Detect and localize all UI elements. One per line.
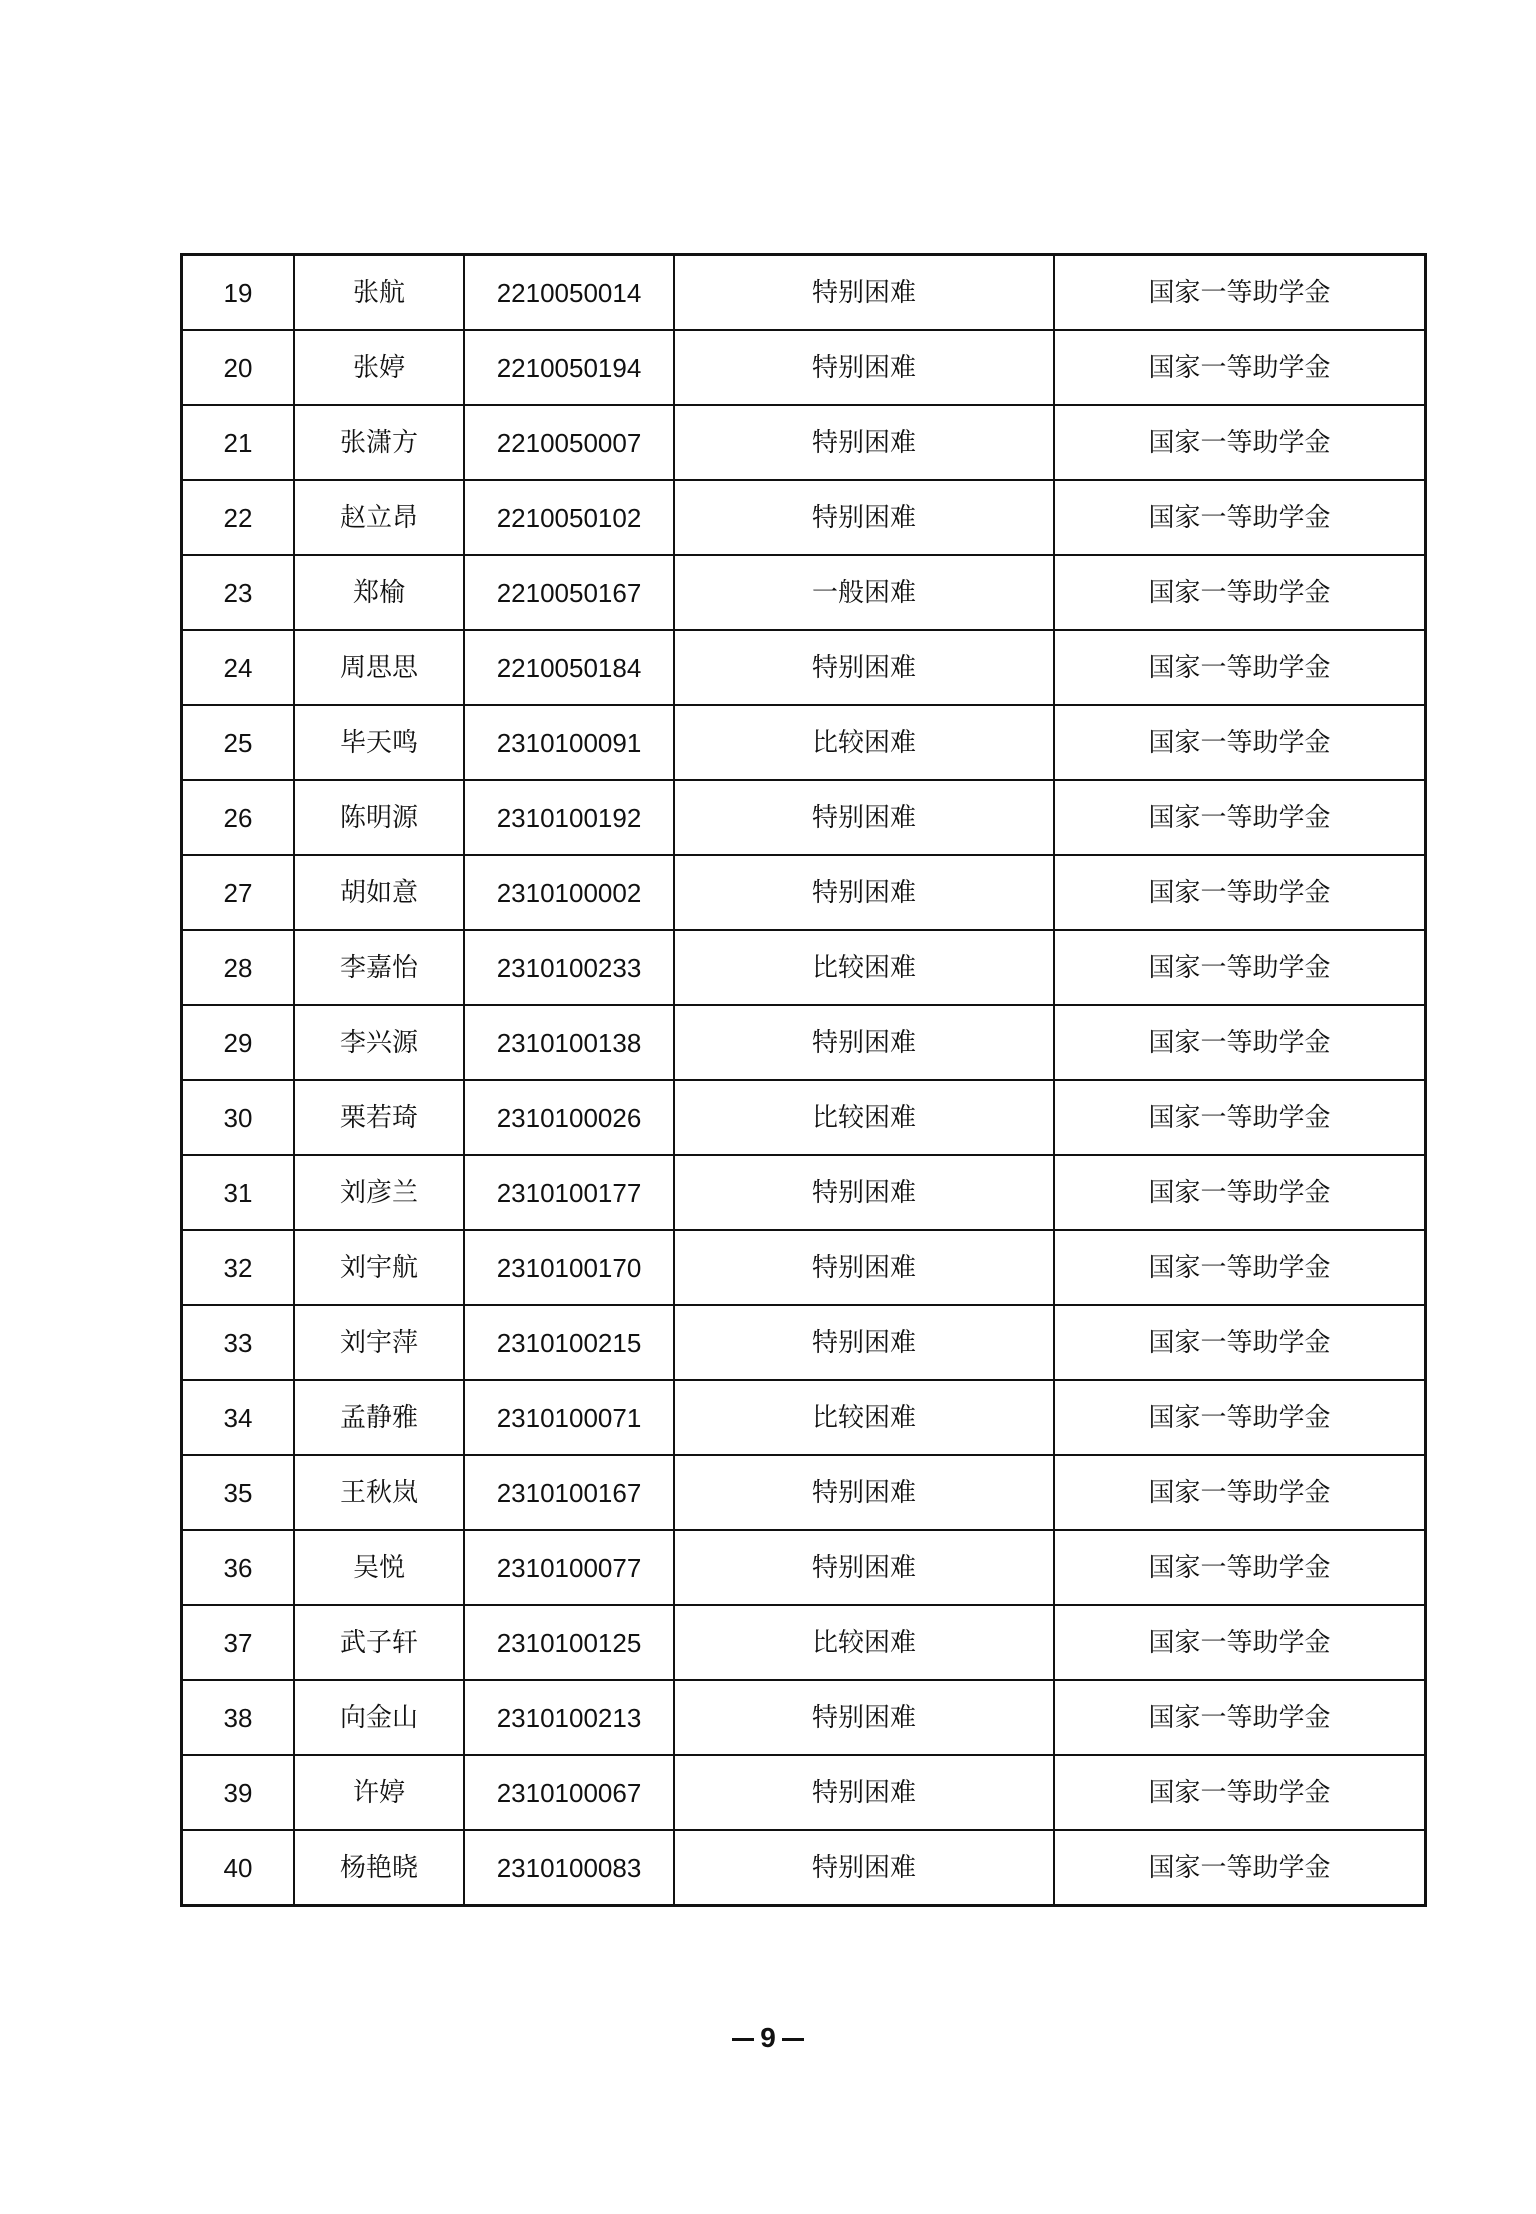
student-name: 刘宇萍: [294, 1305, 464, 1380]
grant-level: 国家一等助学金: [1054, 1080, 1426, 1155]
row-index: 34: [182, 1380, 295, 1455]
grant-level: 国家一等助学金: [1054, 405, 1426, 480]
student-id: 2310100002: [464, 855, 674, 930]
grant-level: 国家一等助学金: [1054, 1530, 1426, 1605]
student-id: 2310100233: [464, 930, 674, 1005]
grant-level: 国家一等助学金: [1054, 1755, 1426, 1830]
student-id: 2310100091: [464, 705, 674, 780]
student-name: 许婷: [294, 1755, 464, 1830]
student-name: 武子轩: [294, 1605, 464, 1680]
table-row: [182, 1755, 1426, 1830]
row-index: 26: [182, 780, 295, 855]
grant-level: 国家一等助学金: [1054, 330, 1426, 405]
difficulty-level: 特别困难: [674, 1755, 1054, 1830]
row-index: 25: [182, 705, 295, 780]
student-name: 孟静雅: [294, 1380, 464, 1455]
student-id: 2210050007: [464, 405, 674, 480]
student-id: 2310100138: [464, 1005, 674, 1080]
table-row: [182, 1530, 1426, 1605]
student-name: 陈明源: [294, 780, 464, 855]
row-index: 20: [182, 330, 295, 405]
row-index: 39: [182, 1755, 295, 1830]
student-name: 赵立昂: [294, 480, 464, 555]
student-name: 刘宇航: [294, 1230, 464, 1305]
footer-dash-right: [782, 2038, 804, 2041]
difficulty-level: 特别困难: [674, 1005, 1054, 1080]
table-row: [182, 705, 1426, 780]
table-row: [182, 1305, 1426, 1380]
student-id: 2310100077: [464, 1530, 674, 1605]
grant-level: 国家一等助学金: [1054, 480, 1426, 555]
grant-level: 国家一等助学金: [1054, 855, 1426, 930]
grant-level: 国家一等助学金: [1054, 630, 1426, 705]
difficulty-level: 比较困难: [674, 1605, 1054, 1680]
student-id: 2210050184: [464, 630, 674, 705]
row-index: 33: [182, 1305, 295, 1380]
grant-recipients-table: [180, 253, 1427, 1907]
difficulty-level: 比较困难: [674, 1080, 1054, 1155]
student-id: 2310100170: [464, 1230, 674, 1305]
grant-level: 国家一等助学金: [1054, 1455, 1426, 1530]
row-index: 36: [182, 1530, 295, 1605]
table-row: [182, 930, 1426, 1005]
difficulty-level: 特别困难: [674, 255, 1054, 331]
row-index: 23: [182, 555, 295, 630]
grant-level: 国家一等助学金: [1054, 1680, 1426, 1755]
student-id: 2210050102: [464, 480, 674, 555]
row-index: 38: [182, 1680, 295, 1755]
student-id: 2310100215: [464, 1305, 674, 1380]
difficulty-level: 特别困难: [674, 1155, 1054, 1230]
grant-level: 国家一等助学金: [1054, 930, 1426, 1005]
grant-level: 国家一等助学金: [1054, 1155, 1426, 1230]
student-name: 李嘉怡: [294, 930, 464, 1005]
grant-level: 国家一等助学金: [1054, 1830, 1426, 1906]
table-row: [182, 1005, 1426, 1080]
student-name: 张潇方: [294, 405, 464, 480]
table-row: [182, 780, 1426, 855]
footer-dash-left: [732, 2038, 754, 2041]
student-id: 2310100067: [464, 1755, 674, 1830]
student-name: 胡如意: [294, 855, 464, 930]
table-row: [182, 480, 1426, 555]
row-index: 31: [182, 1155, 295, 1230]
table-row: [182, 1680, 1426, 1755]
difficulty-level: 特别困难: [674, 330, 1054, 405]
grant-level: 国家一等助学金: [1054, 1605, 1426, 1680]
difficulty-level: 特别困难: [674, 1530, 1054, 1605]
student-id: 2310100125: [464, 1605, 674, 1680]
table-row: [182, 1155, 1426, 1230]
difficulty-level: 比较困难: [674, 930, 1054, 1005]
difficulty-level: 特别困难: [674, 1830, 1054, 1906]
student-name: 周思思: [294, 630, 464, 705]
student-name: 刘彦兰: [294, 1155, 464, 1230]
student-id: 2210050014: [464, 255, 674, 331]
grant-level: 国家一等助学金: [1054, 1305, 1426, 1380]
row-index: 22: [182, 480, 295, 555]
table-row: [182, 1230, 1426, 1305]
difficulty-level: 特别困难: [674, 630, 1054, 705]
student-name: 张婷: [294, 330, 464, 405]
table-row: [182, 1380, 1426, 1455]
grant-level: 国家一等助学金: [1054, 555, 1426, 630]
table-row: [182, 630, 1426, 705]
table-row: [182, 1605, 1426, 1680]
row-index: 19: [182, 255, 295, 331]
difficulty-level: 一般困难: [674, 555, 1054, 630]
page-number: 9: [760, 2022, 776, 2053]
table-row: [182, 855, 1426, 930]
table-row: [182, 1830, 1426, 1906]
student-id: 2210050194: [464, 330, 674, 405]
row-index: 32: [182, 1230, 295, 1305]
student-name: 吴悦: [294, 1530, 464, 1605]
row-index: 24: [182, 630, 295, 705]
student-id: 2310100192: [464, 780, 674, 855]
difficulty-level: 比较困难: [674, 705, 1054, 780]
row-index: 21: [182, 405, 295, 480]
table-row: [182, 405, 1426, 480]
difficulty-level: 特别困难: [674, 1680, 1054, 1755]
student-name: 张航: [294, 255, 464, 331]
row-index: 27: [182, 855, 295, 930]
student-id: 2310100213: [464, 1680, 674, 1755]
row-index: 35: [182, 1455, 295, 1530]
table-row: [182, 255, 1426, 331]
table-row: [182, 555, 1426, 630]
student-id: 2310100026: [464, 1080, 674, 1155]
difficulty-level: 特别困难: [674, 1305, 1054, 1380]
grant-level: 国家一等助学金: [1054, 1230, 1426, 1305]
student-name: 毕天鸣: [294, 705, 464, 780]
difficulty-level: 比较困难: [674, 1380, 1054, 1455]
grant-level: 国家一等助学金: [1054, 1380, 1426, 1455]
table-row: [182, 1080, 1426, 1155]
row-index: 40: [182, 1830, 295, 1906]
difficulty-level: 特别困难: [674, 405, 1054, 480]
row-index: 28: [182, 930, 295, 1005]
student-id: 2310100177: [464, 1155, 674, 1230]
difficulty-level: 特别困难: [674, 855, 1054, 930]
student-name: 王秋岚: [294, 1455, 464, 1530]
student-name: 郑榆: [294, 555, 464, 630]
difficulty-level: 特别困难: [674, 780, 1054, 855]
table-row: [182, 330, 1426, 405]
table-row: [182, 1455, 1426, 1530]
student-name: 杨艳晓: [294, 1830, 464, 1906]
grant-level: 国家一等助学金: [1054, 1005, 1426, 1080]
student-name: 李兴源: [294, 1005, 464, 1080]
difficulty-level: 特别困难: [674, 1230, 1054, 1305]
row-index: 30: [182, 1080, 295, 1155]
student-name: 向金山: [294, 1680, 464, 1755]
grant-level: 国家一等助学金: [1054, 705, 1426, 780]
row-index: 29: [182, 1005, 295, 1080]
student-name: 栗若琦: [294, 1080, 464, 1155]
grant-level: 国家一等助学金: [1054, 255, 1426, 331]
student-id: 2310100083: [464, 1830, 674, 1906]
student-id: 2310100071: [464, 1380, 674, 1455]
difficulty-level: 特别困难: [674, 1455, 1054, 1530]
row-index: 37: [182, 1605, 295, 1680]
table-body: [182, 255, 1426, 1906]
difficulty-level: 特别困难: [674, 480, 1054, 555]
student-id: 2310100167: [464, 1455, 674, 1530]
grant-level: 国家一等助学金: [1054, 780, 1426, 855]
student-id: 2210050167: [464, 555, 674, 630]
page-number-footer: [0, 2022, 1536, 2054]
